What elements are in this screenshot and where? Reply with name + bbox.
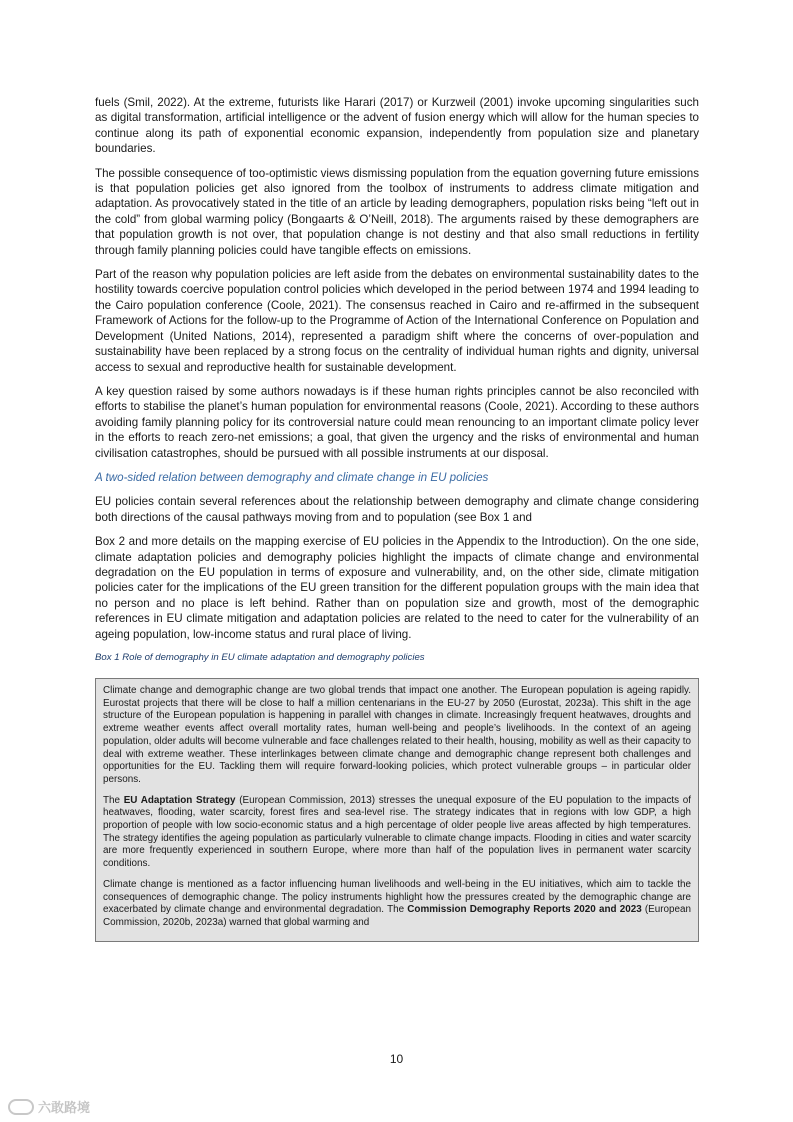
box-bold-term: EU Adaptation Strategy — [123, 794, 236, 806]
section-subheading: A two-sided relation between demography and climate change in EU policies — [95, 470, 489, 484]
paragraph: EU policies contain several references about the relationship between demography and climate change considering both directions of the causal pathways moving from and to population (see Box 1 and — [95, 495, 699, 524]
watermark — [8, 1097, 90, 1116]
paragraph: fuels (Smil, 2022). At the extreme, futurists like Harari (2017) or Kurzweil (2001) invoke upcoming singularities such as digital transformation, artificial intelligence or the advent of fusion energy which will allow for the human species to continue along its path of exponential economic expansion, independently from population size and planetary boundaries. — [95, 96, 699, 156]
box-caption: Box 1 Role of demography in EU climate adaptation and demography policies — [95, 652, 425, 663]
paragraph: The possible consequence of too-optimistic views dismissing population from the equation governing future emissions is that population policies get also ignored from the toolbox of instruments to address climate mitigation and adaptation. As provocatively stated in the title of an article by leading demographers, population risks being “left out in the cold” from global warming policy (Bongaarts & O’Neill, 2018). The arguments raised by these demographers are that population growth is not over, that population change is not destiny and that also small reductions in fertility through family planning policies could have tangible effects on emissions. — [95, 166, 699, 257]
paragraph: Box 2 and more details on the mapping exercise of EU policies in the Appendix to the Introduction). On the one side, climate adaptation policies and demography policies highlight the impacts of climate change and environmental degradation on the EU population in terms of exposure and vulnerability, and, on the other side, climate mitigation policies cater for the implications of the EU green transition for the different population groups with the main idea that no person and no place is left behind. Rather than on population size and growth, most of the demographic references in EU climate mitigation and adaptation policies are related to the need to cater for the vulnerability of an ageing population, low-income status and rural place of living. — [95, 535, 699, 641]
box-text: (European Commission, 2013) stresses the unequal exposure of the EU population to the impacts of heatwaves, flooding, water scarcity, forest fires and sea-level rise. The strategy indicates that in regions with low GDP, a high proportion of people with low socio-economic status and a high percentage of older people live areas affected by high temperatures. The strategy identifies the ageing population as particularly vulnerable to climate change impacts. Flooding in cities and water scarcity are more frequently experienced in southern Europe, where more than half of the population lives in permanent water scarcity conditions. — [103, 794, 691, 870]
page-content — [95, 95, 699, 942]
box-paragraph: Climate change and demographic change are two global trends that impact one another. The European population is ageing rapidly. Eurostat projects that there will be close to half a million centenarians in the EU-27 by 2050 (Eurostat, 2023a). This shift in the age structure of the European population is happening in parallel with changes in climate. Increasingly frequent heatwaves, droughts and extreme weather events affect overall mortality rates, human well-being and people’s livelihoods. In the context of an ageing population, older adults will become vulnerable and face challenges related to their health, housing, mobility as well as their capacity to deal with extreme weather. These interlinkages between climate change and demographic change represent both challenges and opportunities for the EU. Tackling them will require forward-looking policies, which protect vulnerable groups – in particular older persons. — [103, 685, 691, 785]
paragraph: A key question raised by some authors nowadays is if these human rights principles cannot be also reconciled with efforts to stabilise the planet’s human population for environmental reasons (Coole, 2021). According to these authors avoiding family planning policy for its controversial nature could mean renouncing to an important climate policy lever in the efforts to reach zero-net emissions; a goal, that given the urgency and the risks of environmental and human civilisation catastrophes, should be pursued with all possible instruments at our disposal. — [95, 384, 699, 460]
page-number: 10 — [389, 1052, 404, 1066]
box-paragraph — [103, 795, 691, 871]
box-text: Climate change is mentioned as a factor influencing human livelihoods and well-being in the EU initiatives, which aim to tackle the consequences of demographic change. The policy instruments highlight how the pressures created by the demographic change are exacerbated by climate change and environmental degradation. The — [103, 878, 691, 916]
box-paragraph — [103, 879, 691, 930]
box-1 — [95, 678, 699, 942]
paragraph: Part of the reason why population policies are left aside from the debates on environmental sustainability dates to the hostility towards coercive population control policies which developed in the period between 1974 and 1994 leading to the Cairo population conference (Coole, 2021). The consensus reached in Cairo and re-affirmed in the subsequent Framework of Actions for the follow-up to the Programme of Action of the International Conference on Population and Development (United Nations, 2014), represented a paradigm shift where the concerns of over-population and sustainability have been replaced by a strong focus on the centrality of individual human rights and dignity, universal access to sexual and reproductive health for sustainable development. — [95, 268, 699, 374]
watermark-logo-icon — [8, 1099, 34, 1115]
watermark-text: 六敢路境 — [38, 1100, 91, 1115]
box-bold-term: Commission Demography Reports 2020 and 2023 — [407, 904, 642, 916]
box-text: (European Commission, 2020b, 2023a) warned that global warming and — [103, 904, 691, 928]
box-text: The — [103, 794, 124, 806]
